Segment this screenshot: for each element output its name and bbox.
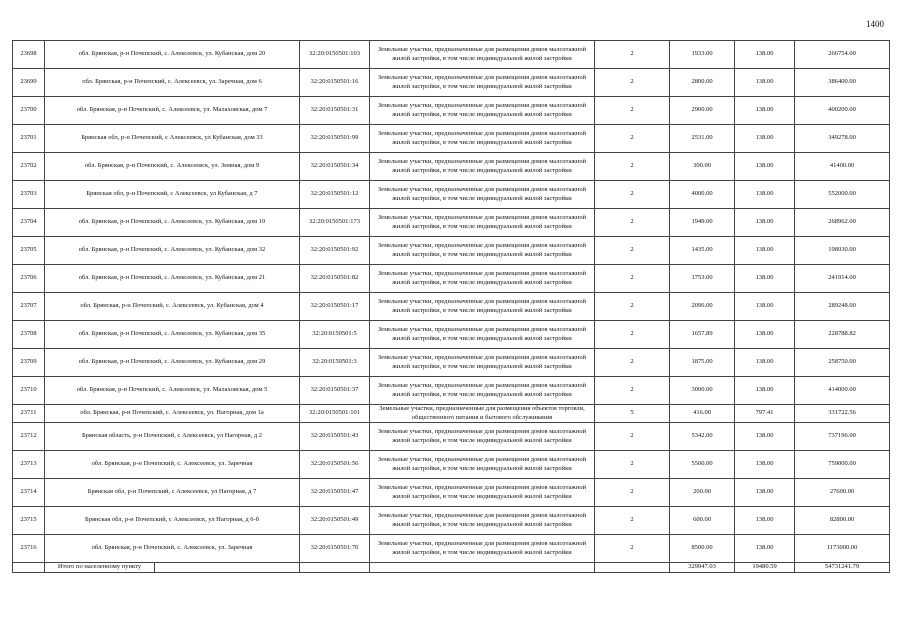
land-use-cell: Земельные участки, предназначенные для размещения домов малоэтажной жилой застройки, в том числе индивидуальной жилой застройки [370,377,595,405]
row-number: 23708 [13,321,45,349]
land-use-cell: Земельные участки, предназначенные для размещения домов малоэтажной жилой застройки, в том числе индивидуальной жилой застройки [370,535,595,563]
table-row [13,507,890,535]
area-cell: 1949.00 [670,209,735,237]
address-cell: обл. Брянская, р-н Почепский, с. Алексеевск, ул. Заречная [45,451,300,479]
code-cell: 2 [595,265,670,293]
table-row [13,405,890,423]
cadastral-number-cell: 32:20:0150501:82 [300,265,370,293]
land-use-cell: Земельные участки, предназначенные для размещения домов малоэтажной жилой застройки, в том числе индивидуальной жилой застройки [370,209,595,237]
table-row [13,125,890,153]
total-row [13,563,890,573]
area-cell: 200.00 [670,479,735,507]
value-cell: 266754.00 [795,41,890,69]
code-cell: 2 [595,423,670,451]
cadastral-number-cell: 32:20:0150501:99 [300,125,370,153]
code-cell: 2 [595,377,670,405]
row-number: 23703 [13,181,45,209]
value-cell: 27600.00 [795,479,890,507]
land-use-cell: Земельные участки, предназначенные для размещения домов малоэтажной жилой застройки, в том числе индивидуальной жилой застройки [370,479,595,507]
address-cell: обл. Брянская, р-н Почепский, с. Алексеевск, ул. Земная, дом 9 [45,153,300,181]
address-cell: обл. Брянская, р-н Почепский, с. Алексеевск, ул. Малаховская, дом 7 [45,97,300,125]
area-cell: 2800.00 [670,69,735,97]
value-cell: 349278.00 [795,125,890,153]
page-number: 1400 [866,19,884,29]
address-cell: обл. Брянская, р-н Почепский, с. Алексеевск, ул. Кубанская, дом 35 [45,321,300,349]
value-cell: 82800.00 [795,507,890,535]
rate-cell: 138.00 [735,125,795,153]
table-row [13,265,890,293]
code-cell: 2 [595,97,670,125]
cadastral-number-cell: 32:20:0150501:34 [300,153,370,181]
table-row [13,377,890,405]
row-number: 23705 [13,237,45,265]
table-row [13,293,890,321]
cadastral-number-cell: 32:20:0150501:70 [300,535,370,563]
area-cell: 2096.00 [670,293,735,321]
row-number: 23701 [13,125,45,153]
code-cell: 2 [595,293,670,321]
code-cell: 2 [595,349,670,377]
code-cell: 2 [595,535,670,563]
area-cell: 3000.00 [670,377,735,405]
cadastral-number-cell: 32:20:0150501:173 [300,209,370,237]
total-rate: 19480.59 [735,563,795,573]
cadastral-number-cell: 32:20:0150501:103 [300,41,370,69]
address-cell: обл. Брянская, р-н Почепский, с. Алексеевск, ул. Кубанская, дом 4 [45,293,300,321]
cadastral-number-cell: 32:20:0150501:49 [300,507,370,535]
table-row [13,153,890,181]
land-use-cell: Земельные участки, предназначенные для размещения домов малоэтажной жилой застройки, в том числе индивидуальной жилой застройки [370,97,595,125]
address-cell: обл. Брянская, р-н Почепский, с. Алексеевск, ул. Заречная, дом 6 [45,69,300,97]
rate-cell: 138.00 [735,423,795,451]
code-cell: 2 [595,237,670,265]
row-number: 23712 [13,423,45,451]
table-row [13,41,890,69]
rate-cell: 138.00 [735,349,795,377]
address-cell: обл. Брянская, р-н Почепский, с. Алексеевск, ул. Кубанская, дом 21 [45,265,300,293]
row-number: 23698 [13,41,45,69]
land-use-cell: Земельные участки, предназначенные для размещения домов малоэтажной жилой застройки, в том числе индивидуальной жилой застройки [370,69,595,97]
land-use-cell: Земельные участки, предназначенные для размещения домов малоэтажной жилой застройки, в том числе индивидуальной жилой застройки [370,293,595,321]
value-cell: 41400.00 [795,153,890,181]
area-cell: 5342.00 [670,423,735,451]
area-cell: 1875.00 [670,349,735,377]
area-cell: 1753.00 [670,265,735,293]
rate-cell: 138.00 [735,41,795,69]
value-cell: 198030.00 [795,237,890,265]
code-cell: 2 [595,125,670,153]
land-use-cell: Земельные участки, предназначенные для размещения домов малоэтажной жилой застройки, в том числе индивидуальной жилой застройки [370,125,595,153]
code-cell: 2 [595,479,670,507]
code-cell: 2 [595,153,670,181]
address-cell: Брянская обл, р-н Почепский, с Алексеевск, ул Нагорная, д 7 [45,479,300,507]
cadastral-value-table [12,40,890,573]
address-cell: обл. Брянская, р-н Почепский, с. Алексеевск, ул. Кубанская, дом 10 [45,209,300,237]
area-cell: 416.00 [670,405,735,423]
area-cell: 8500.00 [670,535,735,563]
value-cell: 258750.00 [795,349,890,377]
value-cell: 552000.00 [795,181,890,209]
address-cell: обл. Брянская, р-н Почепский, с. Алексеевск, ул. Нагорная, дом 1а [45,405,300,423]
address-cell: обл. Брянская, р-н Почепский, с. Алексеевск, ул. Малаховская, дом 5 [45,377,300,405]
rate-cell: 797.41 [735,405,795,423]
land-use-cell: Земельные участки, предназначенные для размещения домов малоэтажной жилой застройки, в том числе индивидуальной жилой застройки [370,237,595,265]
area-cell: 300.00 [670,153,735,181]
table-row [13,237,890,265]
land-use-cell: Земельные участки, предназначенные для размещения объектов торговли, общественного питания и бытового обслуживания [370,405,595,423]
land-use-cell: Земельные участки, предназначенные для размещения домов малоэтажной жилой застройки, в том числе индивидуальной жилой застройки [370,349,595,377]
area-cell: 2531.00 [670,125,735,153]
cadastral-number-cell: 32:20:0150501:5 [300,321,370,349]
value-cell: 1173000.00 [795,535,890,563]
total-value: 54731241.79 [795,563,890,573]
code-cell: 2 [595,451,670,479]
code-cell: 2 [595,181,670,209]
address-cell: Брянская область, р-н Почепский, с Алексеевск, ул Нагорная, д 2 [45,423,300,451]
address-cell: Брянская обл, р-н Почепский, с Алексеевск, ул Кубанская, дом 33 [45,125,300,153]
rate-cell: 138.00 [735,237,795,265]
table-row [13,97,890,125]
land-use-cell: Земельные участки, предназначенные для размещения домов малоэтажной жилой застройки, в том числе индивидуальной жилой застройки [370,153,595,181]
empty-cell [155,563,300,573]
table-row [13,181,890,209]
area-cell: 1657.89 [670,321,735,349]
address-cell: Брянская обл, р-н Почепский, с Алексеевск, ул Кубанская, д 7 [45,181,300,209]
table-row [13,423,890,451]
cadastral-number-cell: 32:20:0150501:37 [300,377,370,405]
land-use-cell: Земельные участки, предназначенные для размещения домов малоэтажной жилой застройки, в том числе индивидуальной жилой застройки [370,41,595,69]
rate-cell: 138.00 [735,209,795,237]
cadastral-number-cell: 32:20:0150501:56 [300,451,370,479]
code-cell: 2 [595,507,670,535]
table-row [13,451,890,479]
rate-cell: 138.00 [735,535,795,563]
value-cell: 400200.00 [795,97,890,125]
rate-cell: 138.00 [735,321,795,349]
table-row [13,321,890,349]
table-row [13,535,890,563]
area-cell: 2900.00 [670,97,735,125]
empty-cell [370,563,595,573]
area-cell: 5500.00 [670,451,735,479]
row-number: 23715 [13,507,45,535]
cadastral-number-cell: 32:20:0150501:31 [300,97,370,125]
land-use-cell: Земельные участки, предназначенные для размещения домов малоэтажной жилой застройки, в том числе индивидуальной жилой застройки [370,451,595,479]
cadastral-number-cell: 32:20:0150501:3 [300,349,370,377]
rate-cell: 138.00 [735,265,795,293]
rate-cell: 138.00 [735,293,795,321]
cadastral-number-cell: 32:20:0150501:92 [300,237,370,265]
area-cell: 1435.00 [670,237,735,265]
code-cell: 2 [595,41,670,69]
table-row [13,349,890,377]
table-row [13,69,890,97]
row-number: 23702 [13,153,45,181]
row-number: 23709 [13,349,45,377]
address-cell: Брянская обл, р-н Почепский, с Алексеевск, ул Нагорная, д 6-б [45,507,300,535]
table-row [13,479,890,507]
land-use-cell: Земельные участки, предназначенные для размещения домов малоэтажной жилой застройки, в том числе индивидуальной жилой застройки [370,265,595,293]
empty-cell [300,563,370,573]
rate-cell: 138.00 [735,377,795,405]
row-number: 23710 [13,377,45,405]
value-cell: 759000.00 [795,451,890,479]
code-cell: 2 [595,321,670,349]
rate-cell: 138.00 [735,479,795,507]
rate-cell: 138.00 [735,181,795,209]
value-cell: 414000.00 [795,377,890,405]
row-number: 23704 [13,209,45,237]
land-use-cell: Земельные участки, предназначенные для размещения домов малоэтажной жилой застройки, в том числе индивидуальной жилой застройки [370,507,595,535]
table-body [13,41,890,573]
row-number: 23714 [13,479,45,507]
code-cell: 2 [595,69,670,97]
table-row [13,209,890,237]
land-use-cell: Земельные участки, предназначенные для размещения домов малоэтажной жилой застройки, в том числе индивидуальной жилой застройки [370,321,595,349]
rate-cell: 138.00 [735,69,795,97]
rate-cell: 138.00 [735,507,795,535]
cadastral-number-cell: 32:20:0150501:12 [300,181,370,209]
row-number: 23711 [13,405,45,423]
cadastral-number-cell: 32:20:0150501:17 [300,293,370,321]
address-cell: обл. Брянская, р-н Почепский, с. Алексеевск, ул. Кубанская, дом 32 [45,237,300,265]
cadastral-number-cell: 32:20:0150501:43 [300,423,370,451]
cadastral-number-cell: 32:20:0150501:47 [300,479,370,507]
code-cell: 2 [595,209,670,237]
address-cell: обл. Брянская, р-н Почепский, с. Алексеевск, ул. Кубанская, дом 29 [45,349,300,377]
row-number: 23699 [13,69,45,97]
row-number: 23713 [13,451,45,479]
rate-cell: 138.00 [735,451,795,479]
empty-cell [595,563,670,573]
address-cell: обл. Брянская, р-н Почепский, с. Алексеевск, ул. Заречная [45,535,300,563]
value-cell: 289248.00 [795,293,890,321]
row-number: 23707 [13,293,45,321]
value-cell: 737196.00 [795,423,890,451]
code-cell: 5 [595,405,670,423]
row-number: 23700 [13,97,45,125]
row-number: 23716 [13,535,45,563]
empty-cell [13,563,45,573]
total-area: 329947.03 [670,563,735,573]
land-use-cell: Земельные участки, предназначенные для размещения домов малоэтажной жилой застройки, в том числе индивидуальной жилой застройки [370,181,595,209]
rate-cell: 138.00 [735,153,795,181]
value-cell: 386400.00 [795,69,890,97]
cadastral-number-cell: 32:20:0150501:101 [300,405,370,423]
total-label: Итого по населенному пункту [45,563,155,573]
area-cell: 4000.00 [670,181,735,209]
row-number: 23706 [13,265,45,293]
value-cell: 241914.00 [795,265,890,293]
cadastral-number-cell: 32:20:0150501:16 [300,69,370,97]
address-cell: обл. Брянская, р-н Почепский, с. Алексеевск, ул. Кубанская, дом 20 [45,41,300,69]
land-use-cell: Земельные участки, предназначенные для размещения домов малоэтажной жилой застройки, в том числе индивидуальной жилой застройки [370,423,595,451]
value-cell: 268962.00 [795,209,890,237]
rate-cell: 138.00 [735,97,795,125]
value-cell: 331722.56 [795,405,890,423]
area-cell: 1933.00 [670,41,735,69]
area-cell: 600.00 [670,507,735,535]
value-cell: 228788.82 [795,321,890,349]
